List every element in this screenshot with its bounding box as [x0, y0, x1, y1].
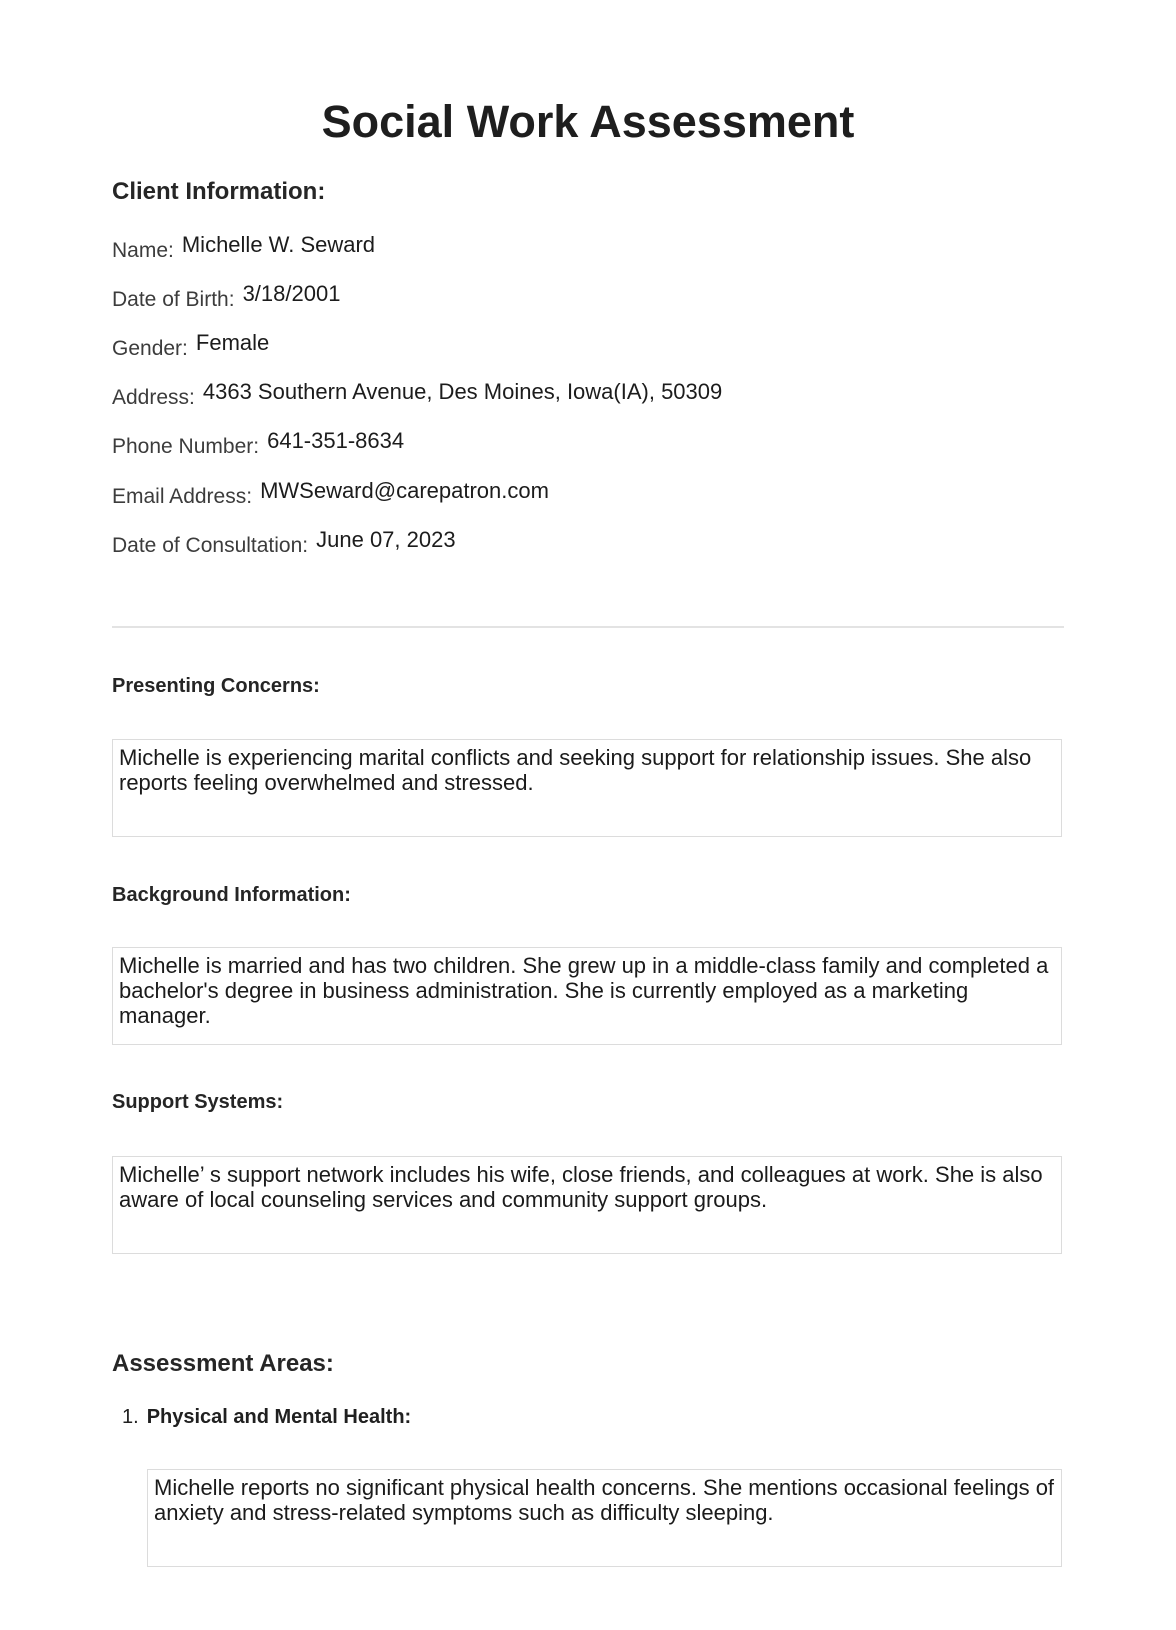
field-value: Michelle W. Seward — [181, 232, 376, 257]
client-information-heading: Client Information: — [112, 178, 326, 205]
field-phone-number — [112, 428, 405, 458]
field-label: Address: — [112, 386, 195, 409]
field-date-of-birth — [112, 281, 341, 311]
background-information-textbox[interactable]: Michelle is married and has two children. She grew up in a middle-class family and completed a bachelor's degree in business administration. She is currently employed as a marketing manager. — [112, 947, 1062, 1045]
field-value: 4363 Southern Avenue, Des Moines, Iowa(IA), 50309 — [202, 379, 723, 404]
page-title: Social Work Assessment — [321, 96, 855, 147]
physical-mental-health-textbox[interactable]: Michelle reports no significant physical health concerns. She mentions occasional feelings of anxiety and stress-related symptoms such as difficulty sleeping. — [147, 1469, 1062, 1567]
field-name — [112, 232, 376, 262]
presenting-concerns-textbox[interactable]: Michelle is experiencing marital conflicts and seeking support for relationship issues. She also reports feeling overwhelmed and stressed. — [112, 739, 1062, 837]
background-information-heading: Background Information: — [112, 884, 351, 906]
field-value: MWSeward@carepatron.com — [260, 478, 549, 503]
field-label: Name: — [112, 239, 174, 262]
presenting-concerns-heading: Presenting Concerns: — [112, 675, 320, 697]
section-divider — [112, 626, 1064, 628]
field-gender — [112, 330, 270, 360]
field-value: Female — [195, 330, 270, 355]
field-email-address — [112, 478, 549, 508]
field-value: 3/18/2001 — [242, 281, 341, 306]
field-address — [112, 379, 723, 409]
assessment-item-label: Physical and Mental Health: — [146, 1406, 412, 1428]
support-systems-heading: Support Systems: — [112, 1091, 284, 1113]
field-label: Email Address: — [112, 485, 253, 508]
field-label: Date of Birth: — [112, 288, 235, 311]
assessment-areas-heading: Assessment Areas: — [112, 1350, 334, 1377]
field-value: 641-351-8634 — [267, 428, 405, 453]
assessment-item-number: 1. — [122, 1406, 139, 1428]
assessment-item — [122, 1406, 411, 1429]
field-date-of-consultation — [112, 527, 456, 557]
field-value: June 07, 2023 — [316, 527, 456, 552]
field-label: Phone Number: — [112, 435, 260, 458]
field-label: Date of Consultation: — [112, 534, 309, 557]
support-systems-textbox[interactable]: Michelle’ s support network includes his wife, close friends, and colleagues at work. She is also aware of local counseling services and community support groups. — [112, 1156, 1062, 1254]
field-label: Gender: — [112, 337, 188, 360]
